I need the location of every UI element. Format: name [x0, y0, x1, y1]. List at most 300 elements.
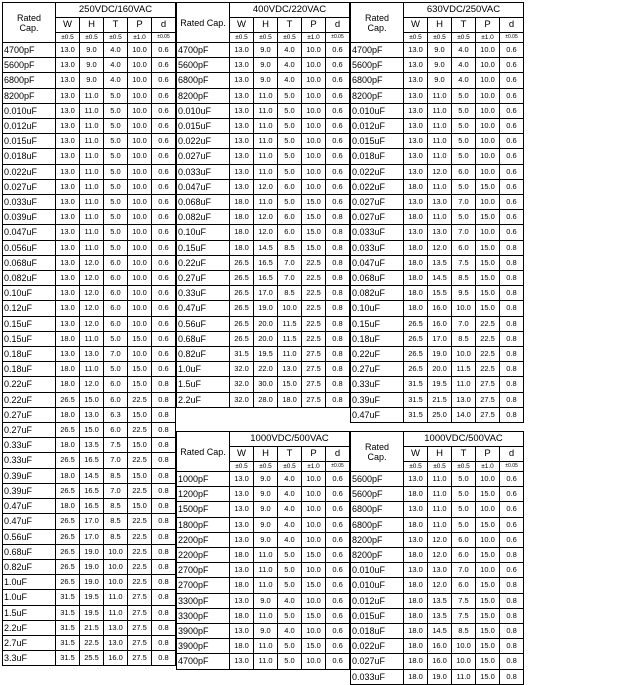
dim-h: 12.0: [80, 301, 104, 316]
dim-t: 5.0: [104, 240, 128, 255]
dim-p: 15.0: [476, 271, 500, 286]
dim-w: 13.0: [230, 134, 254, 149]
table-row: [351, 210, 524, 225]
tolerance-t: ±0.5: [104, 33, 128, 43]
dim-t: 5.0: [104, 103, 128, 118]
dim-h: 16.0: [428, 639, 452, 654]
dim-h: 11.0: [254, 134, 278, 149]
cap-value: 0.033uF: [177, 164, 230, 179]
dim-w: 13.0: [56, 301, 80, 316]
dim-t: 10.0: [452, 654, 476, 669]
table-row: [177, 392, 350, 407]
dim-t: 6.0: [104, 316, 128, 331]
dim-p: 10.0: [476, 103, 500, 118]
dim-d: 0.8: [500, 593, 524, 608]
cap-value: 0.047uF: [177, 179, 230, 194]
cap-value: 6800pF: [351, 517, 404, 532]
dim-p: 27.5: [302, 377, 326, 392]
dim-w: 13.0: [230, 73, 254, 88]
table-row: [351, 316, 524, 331]
dim-d: 0.8: [326, 286, 350, 301]
cap-value: 0.012uF: [351, 119, 404, 134]
dim-w: 18.0: [404, 624, 428, 639]
tolerance-w: ±0.5: [404, 462, 428, 472]
dim-t: 8.5: [452, 624, 476, 639]
dim-h: 17.0: [80, 514, 104, 529]
dim-d: 0.6: [500, 487, 524, 502]
dim-w: 13.0: [230, 58, 254, 73]
dim-h: 9.0: [254, 487, 278, 502]
dim-d: 0.6: [152, 286, 176, 301]
dim-w: 13.0: [230, 119, 254, 134]
dim-h: 25.5: [80, 651, 104, 666]
dim-d: 0.8: [326, 362, 350, 377]
dim-h: 12.0: [428, 240, 452, 255]
dim-p: 22.5: [128, 392, 152, 407]
table-row: [3, 499, 176, 514]
dim-h: 12.0: [428, 548, 452, 563]
dim-h: 22.0: [254, 362, 278, 377]
cap-value: 0.027uF: [3, 179, 56, 194]
dim-w: 18.0: [404, 210, 428, 225]
voltage-rating-s1: 250VDC/160VAC: [56, 3, 176, 18]
table-row: [3, 423, 176, 438]
dim-h: 22.5: [80, 635, 104, 650]
dim-d: 0.6: [152, 240, 176, 255]
tolerance-w: ±0.5: [230, 33, 254, 43]
dim-p: 10.0: [476, 164, 500, 179]
dim-d: 0.6: [326, 58, 350, 73]
cap-value: 0.18uF: [3, 347, 56, 362]
dim-h: 16.5: [80, 453, 104, 468]
dim-d: 0.6: [326, 195, 350, 210]
dim-w: 18.0: [404, 255, 428, 270]
dim-d: 0.8: [326, 301, 350, 316]
tolerance-w: ±0.5: [230, 462, 254, 472]
dim-h: 11.0: [428, 210, 452, 225]
dim-h: 9.0: [254, 517, 278, 532]
dim-t: 4.0: [104, 43, 128, 58]
column-header-d: d: [500, 18, 524, 33]
dim-p: 10.0: [476, 88, 500, 103]
cap-value: 8200pF: [3, 88, 56, 103]
table-row: [3, 88, 176, 103]
dim-h: 12.0: [254, 210, 278, 225]
dim-w: 18.0: [404, 301, 428, 316]
cap-value: 1800pF: [177, 517, 230, 532]
dim-t: 6.0: [104, 423, 128, 438]
dim-t: 5.0: [104, 362, 128, 377]
dim-w: 13.0: [230, 517, 254, 532]
cap-value: 0.68uF: [177, 331, 230, 346]
dim-h: 16.5: [254, 255, 278, 270]
dim-w: 26.5: [404, 362, 428, 377]
tolerance-d: ±0.05: [326, 33, 350, 43]
dim-d: 0.6: [326, 73, 350, 88]
dim-d: 0.6: [500, 210, 524, 225]
dim-d: 0.8: [152, 620, 176, 635]
dim-h: 20.0: [254, 331, 278, 346]
rated-cap-header: Rated Cap.: [177, 432, 230, 472]
dim-p: 22.5: [128, 453, 152, 468]
dim-t: 7.0: [278, 271, 302, 286]
dim-d: 0.8: [500, 407, 524, 422]
dim-p: 22.5: [302, 271, 326, 286]
tolerance-h: ±0.5: [80, 33, 104, 43]
dim-d: 0.6: [500, 88, 524, 103]
cap-value: 2700pF: [177, 578, 230, 593]
dim-p: 22.5: [302, 331, 326, 346]
dim-p: 10.0: [302, 654, 326, 669]
dim-t: 8.5: [104, 499, 128, 514]
table-row: [177, 624, 350, 639]
dim-w: 18.0: [230, 548, 254, 563]
dim-p: 27.5: [302, 392, 326, 407]
dim-p: 10.0: [128, 316, 152, 331]
table-row: [3, 43, 176, 58]
cap-value: 0.022uF: [351, 179, 404, 194]
dim-t: 6.0: [104, 301, 128, 316]
cap-value: 0.068uF: [177, 195, 230, 210]
dim-p: 15.0: [476, 548, 500, 563]
cap-value: 2.2uF: [3, 620, 56, 635]
table-row: [177, 548, 350, 563]
dim-d: 0.6: [500, 179, 524, 194]
dim-w: 18.0: [56, 499, 80, 514]
dim-d: 0.6: [152, 195, 176, 210]
cap-value: 0.22uF: [351, 347, 404, 362]
dim-d: 0.6: [152, 271, 176, 286]
dim-t: 7.5: [104, 438, 128, 453]
dim-w: 13.0: [56, 316, 80, 331]
dim-t: 4.0: [278, 487, 302, 502]
dim-p: 10.0: [302, 517, 326, 532]
dim-d: 0.6: [152, 255, 176, 270]
rated-cap-header-line2: Cap.: [19, 22, 39, 33]
spec-table-s5: [350, 431, 524, 685]
dim-p: 10.0: [128, 88, 152, 103]
dim-p: 22.5: [476, 316, 500, 331]
dim-t: 6.3: [104, 407, 128, 422]
dim-w: 13.0: [230, 593, 254, 608]
dim-h: 19.0: [428, 669, 452, 684]
cap-value: 0.082uF: [351, 286, 404, 301]
dim-p: 10.0: [302, 103, 326, 118]
dim-p: 15.0: [302, 240, 326, 255]
dim-h: 11.0: [80, 103, 104, 118]
cap-value: 0.27uF: [3, 407, 56, 422]
spec-table-s4: [176, 431, 350, 670]
dim-w: 26.5: [230, 271, 254, 286]
dim-h: 11.0: [80, 179, 104, 194]
dim-h: 9.0: [254, 73, 278, 88]
dim-t: 18.0: [278, 392, 302, 407]
cap-value: 3900pF: [177, 624, 230, 639]
dim-h: 11.0: [254, 103, 278, 118]
dim-h: 19.5: [80, 605, 104, 620]
dim-w: 13.0: [230, 532, 254, 547]
cap-value: 0.033uF: [3, 195, 56, 210]
dim-p: 15.0: [302, 578, 326, 593]
table-row: [3, 301, 176, 316]
dim-d: 0.6: [326, 149, 350, 164]
table-row: [351, 43, 524, 58]
dim-t: 7.0: [452, 316, 476, 331]
table-row: [3, 651, 176, 666]
dim-h: 13.0: [80, 347, 104, 362]
table-row: [177, 88, 350, 103]
table-row: [351, 362, 524, 377]
cap-value: 0.015uF: [351, 608, 404, 623]
dim-d: 0.6: [500, 225, 524, 240]
table-row: [351, 119, 524, 134]
dim-h: 9.0: [254, 43, 278, 58]
dim-d: 0.6: [152, 164, 176, 179]
dim-h: 16.0: [428, 316, 452, 331]
dim-h: 19.0: [428, 347, 452, 362]
cap-value: 1.5uF: [3, 605, 56, 620]
table-row: [177, 347, 350, 362]
dim-p: 27.5: [128, 635, 152, 650]
dim-p: 22.5: [302, 255, 326, 270]
cap-value: 0.82uF: [177, 347, 230, 362]
dim-h: 11.0: [428, 103, 452, 118]
dim-d: 0.6: [326, 578, 350, 593]
dim-p: 15.0: [476, 593, 500, 608]
dim-w: 26.5: [404, 331, 428, 346]
dim-t: 7.0: [452, 225, 476, 240]
dim-d: 0.6: [152, 119, 176, 134]
table-row: [177, 73, 350, 88]
table-row: [3, 149, 176, 164]
dim-p: 22.5: [128, 514, 152, 529]
table-row: [351, 608, 524, 623]
tolerance-h: ±0.5: [254, 33, 278, 43]
dim-d: 0.6: [500, 502, 524, 517]
dim-h: 21.5: [428, 392, 452, 407]
dim-w: 26.5: [56, 544, 80, 559]
dim-t: 5.0: [278, 164, 302, 179]
dim-d: 0.6: [152, 134, 176, 149]
dim-p: 15.0: [476, 624, 500, 639]
dim-d: 0.8: [152, 529, 176, 544]
dim-d: 0.6: [152, 225, 176, 240]
dim-t: 5.0: [278, 563, 302, 578]
dim-h: 12.0: [80, 271, 104, 286]
dim-h: 11.0: [428, 179, 452, 194]
dim-d: 0.8: [500, 377, 524, 392]
voltage-rating-s4: 1000VDC/500VAC: [230, 432, 350, 447]
cap-value: 0.10uF: [3, 286, 56, 301]
dim-d: 0.6: [326, 502, 350, 517]
rated-cap-header-line2: Cap.: [367, 22, 387, 33]
dim-w: 18.0: [404, 669, 428, 684]
dim-d: 0.8: [152, 605, 176, 620]
dim-t: 8.5: [104, 514, 128, 529]
table-row: [177, 58, 350, 73]
cap-value: 4700pF: [177, 43, 230, 58]
table-row: [351, 624, 524, 639]
dim-t: 8.5: [452, 271, 476, 286]
table-row: [177, 271, 350, 286]
dim-d: 0.6: [326, 43, 350, 58]
dim-p: 15.0: [476, 639, 500, 654]
dim-t: 7.5: [452, 593, 476, 608]
dim-d: 0.6: [326, 608, 350, 623]
cap-value: 0.10uF: [351, 301, 404, 316]
dim-w: 13.0: [230, 624, 254, 639]
dim-w: 18.0: [404, 654, 428, 669]
dim-d: 0.6: [152, 88, 176, 103]
dim-h: 28.0: [254, 392, 278, 407]
dim-d: 0.8: [500, 392, 524, 407]
dim-p: 10.0: [476, 225, 500, 240]
dim-h: 12.0: [80, 316, 104, 331]
dim-w: 31.5: [56, 620, 80, 635]
tolerance-t: ±0.5: [278, 33, 302, 43]
dim-t: 13.0: [278, 362, 302, 377]
dim-p: 10.0: [302, 593, 326, 608]
cap-value: 4700pF: [351, 43, 404, 58]
dim-t: 5.0: [278, 548, 302, 563]
dim-d: 0.8: [500, 255, 524, 270]
cap-value: 0.47uF: [3, 514, 56, 529]
cap-value: 2.7uF: [3, 635, 56, 650]
dim-w: 18.0: [404, 240, 428, 255]
dim-p: 10.0: [302, 487, 326, 502]
table-row: [3, 255, 176, 270]
dim-h: 19.5: [80, 590, 104, 605]
table-row: [3, 407, 176, 422]
dim-p: 10.0: [302, 73, 326, 88]
dim-p: 22.5: [476, 331, 500, 346]
table-row: [177, 255, 350, 270]
column-header-p: P: [476, 447, 500, 462]
dim-d: 0.8: [326, 331, 350, 346]
dim-d: 0.6: [500, 134, 524, 149]
dim-h: 11.0: [80, 240, 104, 255]
dim-p: 15.0: [476, 255, 500, 270]
dim-w: 32.0: [230, 362, 254, 377]
dim-w: 18.0: [230, 195, 254, 210]
dim-t: 4.0: [278, 624, 302, 639]
dim-h: 19.0: [254, 301, 278, 316]
tolerance-p: ±1.0: [476, 33, 500, 43]
dim-d: 0.8: [152, 438, 176, 453]
cap-value: 3.3uF: [3, 651, 56, 666]
dim-d: 0.8: [152, 468, 176, 483]
dim-d: 0.6: [500, 517, 524, 532]
dim-p: 10.0: [302, 532, 326, 547]
dim-p: 10.0: [128, 255, 152, 270]
cap-value: 1.5uF: [177, 377, 230, 392]
dim-d: 0.8: [152, 392, 176, 407]
table-row: [3, 438, 176, 453]
dim-p: 10.0: [476, 502, 500, 517]
dim-d: 0.8: [326, 316, 350, 331]
cap-value: 0.027uF: [351, 654, 404, 669]
dim-h: 9.0: [254, 593, 278, 608]
dim-d: 0.8: [326, 240, 350, 255]
dim-t: 13.0: [104, 635, 128, 650]
dim-d: 0.8: [152, 544, 176, 559]
table-row: [177, 103, 350, 118]
dim-w: 18.0: [56, 468, 80, 483]
dim-t: 7.0: [104, 347, 128, 362]
dim-w: 13.0: [56, 43, 80, 58]
dim-h: 11.0: [428, 119, 452, 134]
column-header-d: d: [326, 18, 350, 33]
dim-p: 22.5: [128, 575, 152, 590]
dim-t: 5.0: [104, 179, 128, 194]
column-header-w: W: [404, 18, 428, 33]
dim-w: 13.0: [404, 43, 428, 58]
dim-p: 22.5: [476, 362, 500, 377]
dim-t: 5.0: [452, 472, 476, 487]
cap-value: 0.010uF: [351, 563, 404, 578]
column-header-t: T: [452, 447, 476, 462]
cap-value: 0.47uF: [351, 407, 404, 422]
dim-w: 18.0: [404, 578, 428, 593]
dim-w: 13.0: [56, 179, 80, 194]
dim-d: 0.8: [326, 392, 350, 407]
dim-w: 18.0: [404, 487, 428, 502]
dim-t: 5.0: [452, 487, 476, 502]
dim-p: 15.0: [128, 407, 152, 422]
table-row: [177, 502, 350, 517]
dim-t: 7.0: [104, 483, 128, 498]
dim-p: 15.0: [128, 438, 152, 453]
dim-d: 0.8: [152, 453, 176, 468]
dim-h: 9.0: [428, 58, 452, 73]
dim-p: 27.5: [128, 651, 152, 666]
dim-d: 0.6: [326, 563, 350, 578]
table-row: [351, 301, 524, 316]
cap-value: 5600pF: [351, 487, 404, 502]
cap-value: 8200pF: [177, 88, 230, 103]
dim-w: 13.0: [230, 149, 254, 164]
dim-h: 11.0: [254, 164, 278, 179]
dim-t: 10.0: [104, 544, 128, 559]
table-row: [177, 532, 350, 547]
voltage-rating-s2: 400VDC/220VAC: [230, 3, 350, 18]
dim-w: 18.0: [404, 548, 428, 563]
cap-value: 0.068uF: [351, 271, 404, 286]
dim-w: 18.0: [56, 362, 80, 377]
dim-p: 15.0: [302, 608, 326, 623]
voltage-rating-s3: 630VDC/250VAC: [404, 3, 524, 18]
dim-h: 11.0: [254, 578, 278, 593]
dim-p: 10.0: [302, 179, 326, 194]
dim-h: 13.5: [428, 593, 452, 608]
dim-h: 11.0: [428, 502, 452, 517]
dim-d: 0.8: [500, 608, 524, 623]
dim-d: 0.8: [326, 377, 350, 392]
dim-t: 11.0: [452, 377, 476, 392]
dim-h: 11.0: [80, 134, 104, 149]
cap-value: 5600pF: [177, 58, 230, 73]
dim-h: 12.0: [80, 377, 104, 392]
dim-t: 5.0: [104, 225, 128, 240]
dim-h: 9.0: [254, 502, 278, 517]
dim-p: 15.0: [476, 179, 500, 194]
dim-w: 32.0: [230, 377, 254, 392]
dim-p: 10.0: [302, 624, 326, 639]
rated-cap-header-line1: Rated: [364, 441, 390, 452]
column-header-p: P: [128, 18, 152, 33]
dim-w: 18.0: [404, 639, 428, 654]
dim-t: 4.0: [452, 58, 476, 73]
